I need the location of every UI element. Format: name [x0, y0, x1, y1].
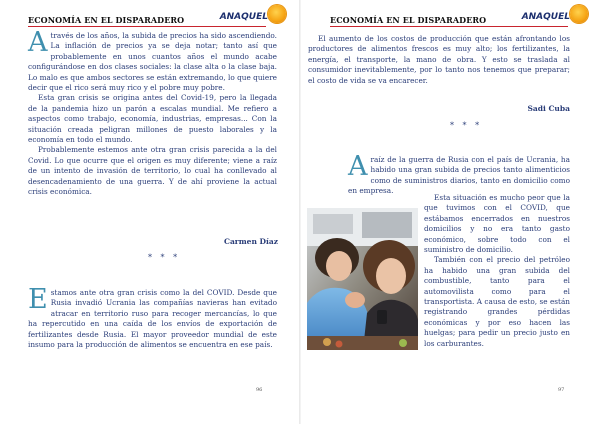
author-signature: Sadi Cuba: [527, 104, 570, 113]
sun-logo-icon: [268, 5, 286, 23]
section-separator: * * *: [450, 121, 483, 130]
brand-logo-text: ANAQUEL: [521, 12, 570, 22]
women-at-market-photo: [307, 208, 418, 350]
sun-logo-icon: [570, 5, 588, 23]
page-number: 97: [558, 387, 565, 393]
section-separator: * * *: [148, 253, 181, 262]
article-1-paragraph: Probablemente estemos ante otra gran crisis parecida a la del Covid. Lo que ocurre que el origen es muy diferente; viene a raíz de un intento de invasión de territorio, lo cual ha conllevado al desencadenamiento de una guerra. Y de ahí proviene la actual crisis económica.: [28, 145, 277, 197]
article-2-paragraph: Estamos ante otra gran crisis como la del COVID. Desde que Rusia invadió Ucrania las compañías navieras han evitado atracar en territorio ruso para recoger mercancías, lo que ha repercutido en una caída de los envíos de exportación de fertilizantes desde Rusia. El mayor proveedor mundial de este insumo para la producción de alimentos se encuentra en ese país.: [28, 284, 277, 350]
page-number: 96: [256, 387, 263, 393]
header-rule: [28, 26, 266, 27]
author-signature: Carmen Díaz: [223, 237, 278, 246]
header-rule: [330, 26, 568, 27]
brand-logo-text: ANAQUEL: [219, 12, 268, 22]
dropcap: A: [28, 27, 48, 58]
section-title: ECONOMÍA EN EL DISPARADERO: [330, 15, 487, 25]
article-3-paragraph: También con el precio del petróleo ha habido una gran subida del combustible, tanto para el automovilista como para el transportista. A causa de esto, se están registrando grandes pérdidas económicas y por eso hacen las huelgas; para pedir un precio justo en los carburantes.: [424, 255, 570, 348]
article-3-intro: Araíz de la guerra de Rusia con el país de Ucrania, ha habido una gran subida de precios tanto alimenticios como de suministros diarios, tanto en domicilio como en empresa.: [348, 151, 570, 196]
dropcap: A: [348, 151, 368, 182]
article-1-paragraph: Esta gran crisis se origina antes del Covid-19, pero la llegada de la pandemia hizo un parón a escalas mundial. Me refiero a aspectos como trabajo, economía, industrias, empresas... Con la situación creada peligran millones de puesto laborales y la economía en todo el mundo.: [28, 93, 277, 145]
dropcap: E: [28, 284, 48, 315]
article-2-continued: [308, 34, 570, 86]
article-1-paragraph: Através de los años, la subida de precios ha sido ascendiendo. La inflación de precios ya se deja notar; tanto así que probablemente en unos cuantos años el mundo acabe configurándose en dos clases sociales: la clase alta o la clase baja. Lo malo es que ambos sectores se están extremando, lo que quiere decir que el rico será muy rico y el pobre muy pobre.: [28, 27, 277, 93]
article-2-body: [28, 284, 277, 350]
article-1-body: [28, 27, 277, 198]
photo-illustration: [307, 208, 418, 350]
article-2-paragraph: El aumento de los costos de producción que están afrontando los productores de alimentos frescos es muy alto; los fertilizantes, la energía, el transporte, la mano de obra. Y esto se traslada al consumidor inevitablemente, por lo tanto nos tenemos que preparar; el costo de vida se va encarecer.: [308, 34, 570, 85]
article-3-paragraph: Esta situación es mucho peor que la que tuvimos con el COVID, que estábamos encerrados en nuestros domicilios y no era tanto gasto económico, sobre todo con el suministro de domicilio.: [424, 193, 570, 255]
section-title: ECONOMÍA EN EL DISPARADERO: [28, 15, 185, 25]
article-3-body: [424, 193, 570, 349]
right-page-header: [330, 9, 580, 29]
left-page-header: [28, 9, 278, 29]
